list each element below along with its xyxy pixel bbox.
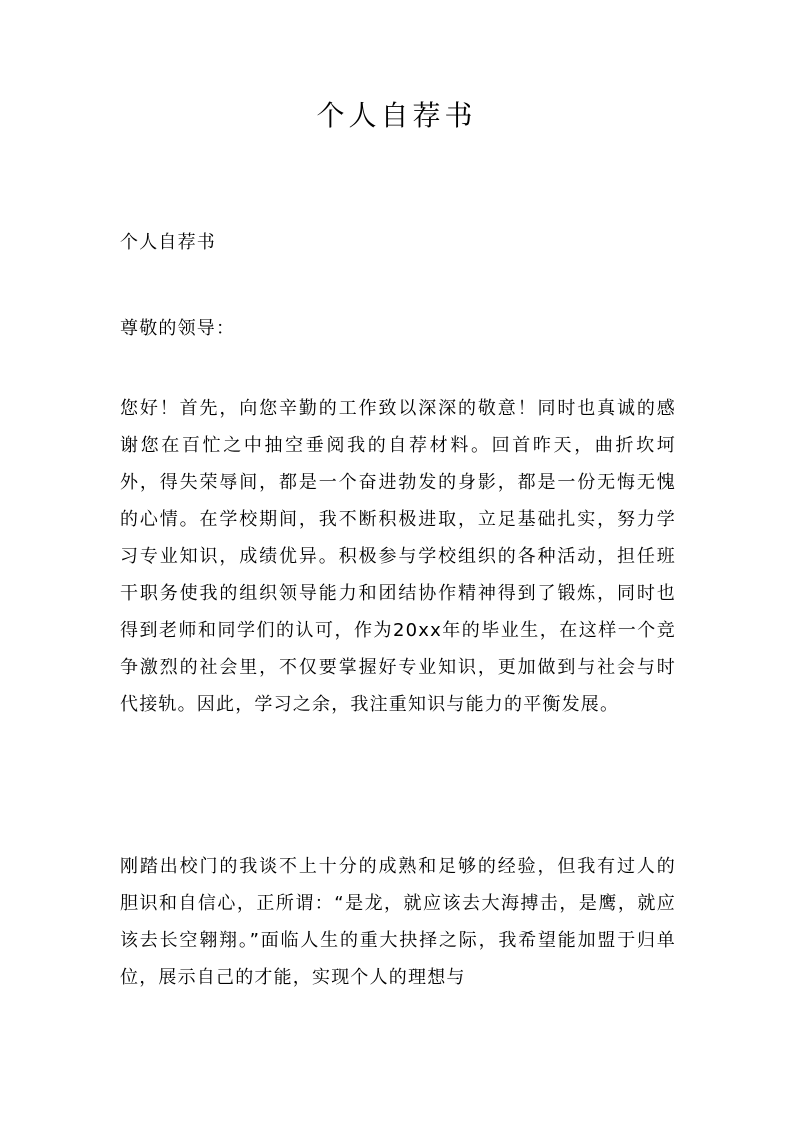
document-subtitle: 个人自荐书 [120, 232, 216, 253]
body-paragraph-1: 您好！首先，向您辛勤的工作致以深深的敬意！同时也真诚的感谢您在百忙之中抽空垂阅我的自荐材料。回首昨天，曲折坎坷外，得失荣辱间，都是一个奋进勃发的身影，都是一份无悔无愧的心情。在学校期间，我不断积极进取，立足基础扎实，努力学习专业知识，成绩优异。积极参与学校组织的各种活动，担任班干职务使我的组织领导能力和团结协作精神得到了锻炼，同时也得到老师和同学们的认可，作为20xx年的毕业生，在这样一个竞争激烈的社会里，不仅要掌握好专业知识，更加做到与社会与时代接轨。因此，学习之余，我注重知识与能力的平衡发展。 [120, 398, 676, 715]
document-title: 个人自荐书 [316, 99, 477, 132]
body-paragraph-2: 刚踏出校门的我谈不上十分的成熟和足够的经验，但我有过人的胆识和自信心，正所谓：“是龙，就应该去大海搏击，是鹰，就应该去长空翱翔。”面临人生的重大抉择之际，我希望能加盟于归单位，展示自己的才能，实现个人的理想与 [120, 856, 676, 988]
salutation: 尊敬的领导： [120, 318, 236, 339]
